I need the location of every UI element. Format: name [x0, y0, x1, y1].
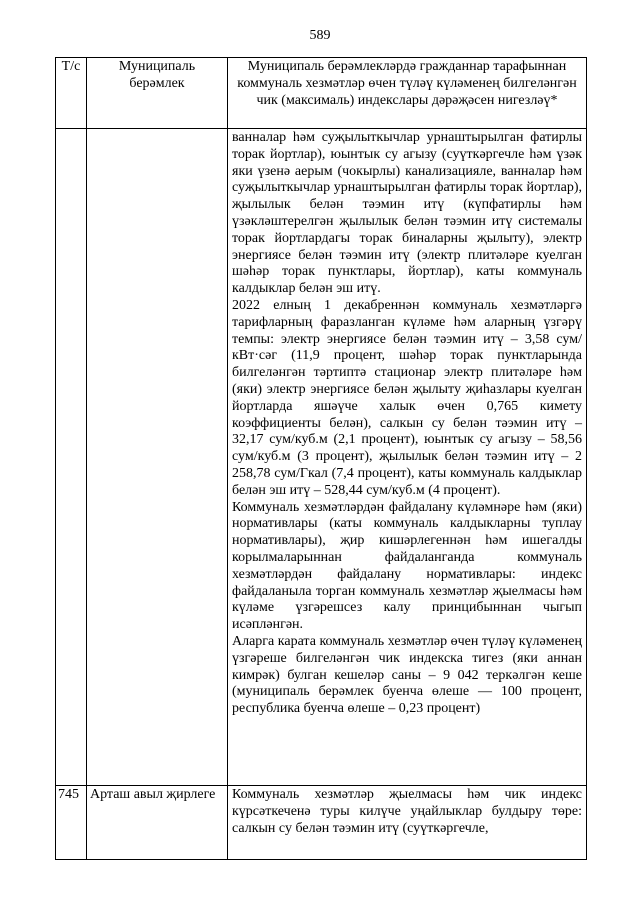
justification-paragraph: Аларга карата коммуналь хезмәтләр өчен түләү күләменең үзгәреше билгеләнгән чик индекска тигез (яки аннан кимрәк) булган кешеләр саны – 9 042 теркәлгән кеше (муниципаль берәмлек буенча өлеше — 100 процент, республика буенча өлеше – 0,23 процент) [232, 633, 582, 717]
document-table [55, 57, 587, 860]
justification-paragraph: Коммуналь хезмәтләрдән файдалану күләмнәре һәм (яки) нормативлары (каты коммуналь калдыкларны туплау нормативлары), җир кишәрлегеннән һәм ишегалды корылмаларыннан файдаланганда коммуналь хезмәтләрдән файдалану нормативлары: индекс файдаланыла торган коммуналь хезмәтләр җыелмасы һәм күләме үзгәрешсез калу принцибыннан чыгып исәпләнгән. [232, 499, 582, 633]
page-number: 589 [309, 28, 331, 43]
row-municipality [87, 129, 228, 786]
header-municipality: Муниципаль берәмлек [87, 58, 228, 129]
row-justification [228, 786, 587, 860]
table-header-row [56, 58, 587, 129]
header-number: Т/с [56, 58, 87, 129]
row-number: 745 [56, 786, 87, 860]
justification-paragraph: 2022 елның 1 декабреннән коммуналь хезмәтләргә тарифларның фаразланган күләме һәм аларның үзгәрү темпы: электр энергиясе белән тәэмин итү – 3,58 сум/кВт·сәг (11,9 процент, шәһәр торак пунктларында билгеләнгән тәртиптә стационар электр плитәләре һәм (яки) электр энергиясе белән җылыту җиһазлары куелган йортларда яшәүче халык өчен 0,765 кимету коэффициенты белән), салкын су белән тәэмин итү – 32,17 сум/куб.м (2,1 процент), юынтык су агызу – 58,56 сум/куб.м (3 процент), җылылык белән тәэмин итү – 2 258,78 сум/Гкал (7,4 процент), каты коммуналь калдыклар белән эш итү – 528,44 сум/куб.м (4 процент). [232, 297, 582, 498]
table-row [56, 129, 587, 786]
row-number [56, 129, 87, 786]
justification-paragraph: ванналар һәм суҗылыткычлар урнаштырылган фатирлы торак йортлар), юынтык су агызу (суүткәргечле һәм үзәк яки үзенә аерым (чокырлы) канализацияле, ванналар һәм суҗылыткычлар урнаштырылган фатирлы торак йортлар), җылылык белән тәэмин итү (күпфатирлы һәм үзәкләштерелгән җылылык белән тәэмин итү системалы торак йортлардагы торак биналарны җылыту), электр энергиясе белән тәэмин итү (электр плитәләре куелган шәһәр торак пунктлары, йортлар), каты коммуналь калдыклар белән эш итү. [232, 130, 582, 297]
row-municipality: Арташ авыл җирлеге [87, 786, 228, 860]
table-row [56, 786, 587, 860]
row-justification [228, 129, 587, 786]
header-justification: Муниципаль берәмлекләрдә гражданнар тарафыннан коммуналь хезмәтләр өчен түләү күләменең билгеләнгән чик (максималь) индекслары дәрәҗәсен нигезләү* [228, 58, 587, 129]
justification-paragraph: Коммуналь хезмәтләр җыелмасы һәм чик индекс күрсәткеченә туры килүче уңайлыклар булдыру төре: салкын су белән тәэмин итү (суүткәргечле, [232, 787, 582, 836]
